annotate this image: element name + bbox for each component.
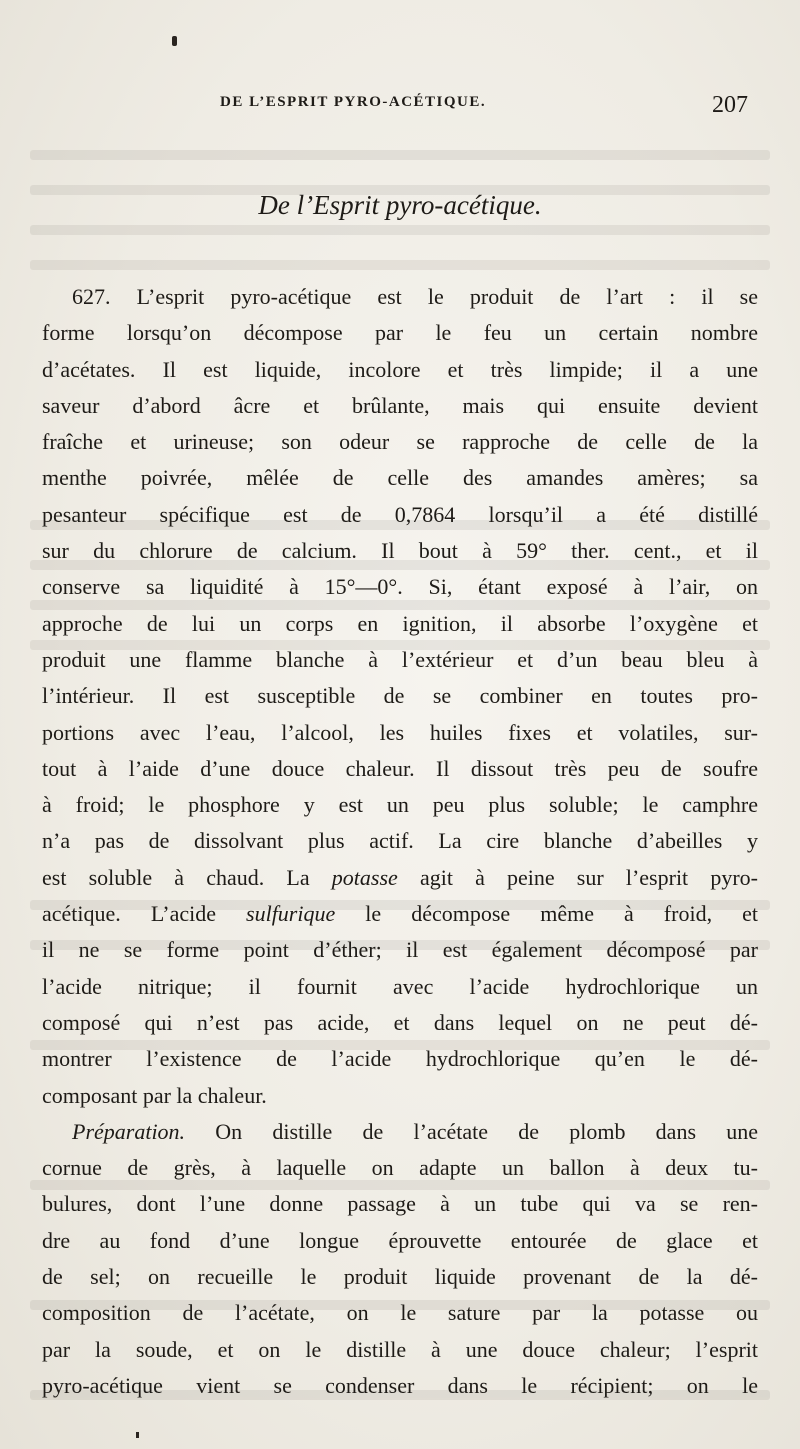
text-segment: le décompose même à froid, et <box>335 901 758 927</box>
text-line <box>42 279 758 315</box>
text-line <box>42 533 758 569</box>
text-segment: par la soude, et on le distille à une douce chaleur; l’esprit <box>42 1336 758 1362</box>
text-line <box>42 1259 758 1295</box>
text-segment: pesanteur spécifique est de 0,7864 lorsqu’il a été distillé <box>42 501 758 527</box>
italic-term: Préparation. <box>72 1118 186 1144</box>
text-line <box>42 388 758 424</box>
text-line <box>42 860 758 896</box>
body-text <box>42 279 758 1404</box>
text-segment: approche de lui un corps en ignition, il absorbe l’oxygène et <box>42 610 758 636</box>
ink-speck <box>172 36 177 46</box>
text-segment: tout à l’aide d’une douce chaleur. Il dissout très peu de soufre <box>42 755 758 781</box>
text-segment: menthe poivrée, mêlée de celle des amandes amères; sa <box>42 465 758 491</box>
text-line <box>42 969 758 1005</box>
section-title: De l’Esprit pyro-acétique. <box>258 190 542 220</box>
text-segment: bulures, dont l’une donne passage à un tube qui va se ren- <box>42 1191 758 1217</box>
text-line <box>42 823 758 859</box>
text-line <box>42 751 758 787</box>
text-line <box>42 1114 758 1150</box>
text-segment: cornue de grès, à laquelle on adapte un ballon à deux tu- <box>42 1155 758 1181</box>
italic-term: sulfurique <box>246 901 336 927</box>
text-segment: forme lorsqu’on décompose par le feu un certain nombre <box>42 320 758 346</box>
text-line <box>42 569 758 605</box>
text-segment: pyro-acétique vient se condenser dans le récipient; on le <box>42 1372 758 1398</box>
text-segment: composant par la chaleur. <box>42 1082 267 1108</box>
text-line <box>42 1223 758 1259</box>
text-segment: l’intérieur. Il est susceptible de se combiner en toutes pro- <box>42 683 758 709</box>
text-segment: dre au fond d’une longue éprouvette entourée de glace et <box>42 1227 758 1253</box>
text-line <box>42 642 758 678</box>
text-segment: 627. L’esprit pyro-acétique est le produit de l’art : il se <box>72 284 758 309</box>
text-line <box>42 352 758 388</box>
text-line <box>42 1332 758 1368</box>
text-segment: saveur d’abord âcre et brûlante, mais qui ensuite devient <box>42 392 758 418</box>
running-head: DE L’ESPRIT PYRO-ACÉTIQUE. <box>220 94 487 110</box>
text-line <box>42 932 758 968</box>
text-line <box>42 1150 758 1186</box>
text-line <box>42 1368 758 1404</box>
text-segment: composé qui n’est pas acide, et dans lequel on ne peut dé- <box>42 1009 758 1035</box>
text-line <box>42 1186 758 1222</box>
text-line <box>42 1041 758 1077</box>
text-line <box>42 1078 758 1114</box>
text-line <box>42 1295 758 1331</box>
text-line <box>42 315 758 351</box>
ink-speck-footer <box>136 1432 139 1438</box>
text-segment: On distille de l’acétate de plomb dans une <box>185 1118 758 1144</box>
text-segment: conserve sa liquidité à 15°—0°. Si, étant exposé à l’air, on <box>42 574 758 600</box>
page-header <box>0 92 800 122</box>
text-line <box>42 896 758 932</box>
text-segment: il ne se forme point d’éther; il est également décomposé par <box>42 937 758 963</box>
text-segment: sur du chlorure de calcium. Il bout à 59° ther. cent., et il <box>42 538 758 564</box>
italic-term: potasse <box>331 864 398 890</box>
text-segment: portions avec l’eau, l’alcool, les huiles fixes et volatiles, sur- <box>42 719 758 745</box>
text-segment: de sel; on recueille le produit liquide provenant de la dé- <box>42 1264 758 1290</box>
text-line <box>42 1005 758 1041</box>
text-segment: d’acétates. Il est liquide, incolore et très limpide; il a une <box>42 356 758 382</box>
text-segment: n’a pas de dissolvant plus actif. La cire blanche d’abeilles y <box>42 828 758 854</box>
text-segment: est soluble à chaud. La <box>42 864 332 890</box>
text-segment: montrer l’existence de l’acide hydrochlorique qu’en le dé- <box>42 1046 758 1072</box>
text-line <box>42 460 758 496</box>
text-segment: agit à peine sur l’esprit pyro- <box>397 864 758 890</box>
text-line <box>42 606 758 642</box>
text-line <box>42 424 758 460</box>
text-segment: l’acide nitrique; il fournit avec l’acide hydrochlorique un <box>42 973 758 999</box>
text-line <box>42 715 758 751</box>
text-segment: fraîche et urineuse; son odeur se rapproche de celle de la <box>42 429 758 455</box>
text-line <box>42 787 758 823</box>
text-segment: acétique. L’acide <box>42 901 247 927</box>
text-line <box>42 497 758 533</box>
text-segment: composition de l’acétate, on le sature par la potasse ou <box>42 1300 758 1326</box>
text-segment: à froid; le phosphore y est un peu plus soluble; le camphre <box>42 792 758 818</box>
text-line <box>42 678 758 714</box>
page-number: 207 <box>712 92 748 118</box>
text-segment: produit une flamme blanche à l’extérieur et d’un beau bleu à <box>42 646 758 672</box>
